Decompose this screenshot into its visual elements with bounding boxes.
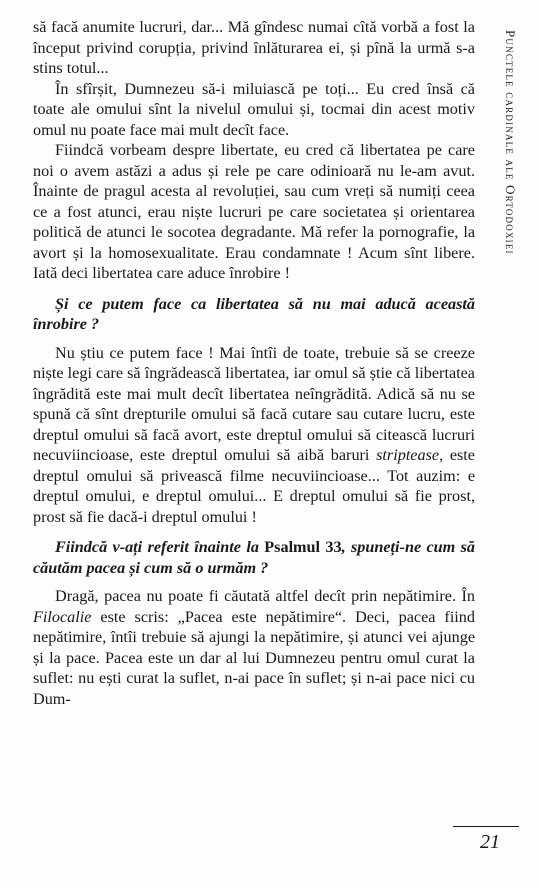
paragraph-text: Dragă, pacea nu poate fi căutată altfel decît prin nepătimire. În (55, 587, 475, 605)
running-head: Punctele cardinale ale Ortodoxiei (503, 30, 518, 255)
page-number: 21 (480, 831, 500, 853)
page-body-text (33, 17, 475, 709)
italic-term: striptease (376, 446, 440, 464)
question-text: Fiindcă v-ați referit înainte la (55, 538, 265, 556)
paragraph-text: Nu știu ce putem face ! Mai întîi de toate, trebuie să se creeze niște legi care să îngrădească libertatea, iar omul să știe că libertatea îngrădită este mai mult decît libertatea neîngrădită. Adică să nu se spună că sînt drepturile omului să facă cutare sau cutare lucru, este dreptul omului să facă avort, este dreptul omului să citească lucruri necuviincioase, este dreptul omului să aibă baruri (33, 343, 475, 464)
paragraph (33, 343, 475, 528)
question-text: , spuneți-ne cum să căutăm pacea și cum să o urmăm ? (33, 538, 475, 577)
paragraph: să facă anumite lucruri, dar... Mă gîndesc numai cîtă vorbă a fost la început privind corupția, privind înlăturarea ei, și pînă la urmă s-a stins totul... (33, 18, 475, 77)
paragraph: În sfîrșit, Dumnezeu să-i miluiască pe toți... Eu cred însă că toate ale omului sînt la nivelul omului și, tocmai din acest motiv omul nu poate face mai mult decît face. (33, 79, 475, 139)
paragraph-text: , este dreptul omului să privească filme necuviincioase... Tot auzim: e dreptul omului, e dreptul omului... E dreptul omului să fie prost, prost să fie dacă-i dreptul omului ! (33, 446, 475, 526)
italic-term: Filocalie (33, 607, 92, 626)
paragraph: Fiindcă vorbeam despre libertate, eu cred că libertatea pe care noi o avem astăzi a adus și rele pe care odinioară nu le-am avut. Înainte de pragul acesta al revoluției, sau cum vreți să numiți ceea ce a fost atunci, erau niște lucruri pe care societatea și orientarea politică de atunci le socotea degradante. Mă refer la pornografie, la avort și la homosexualitate. Erau condamnate ! Acum sînt libere. Iată deci libertatea care aduce înrobire ! (33, 141, 475, 282)
footer-rule (453, 826, 519, 827)
paragraph (33, 586, 475, 709)
interview-question (33, 537, 475, 578)
paragraph-text: este scris: „Pacea este nepătimire“. Deci, pacea fiind nepătimire, întîi trebuie să ajungi la nepătimire, și atunci vei ajunge și la pace. Pacea este un dar al lui Dumnezeu pentru omul curat la suflet: nu ești curat la suflet, n-ai pace în suflet; și n-ai pace nici cu Dum- (33, 607, 475, 708)
interview-question: Și ce putem face ca libertatea să nu mai aducă această înrobire ? (33, 294, 475, 333)
psalm-reference: Psalmul 33 (264, 538, 342, 556)
